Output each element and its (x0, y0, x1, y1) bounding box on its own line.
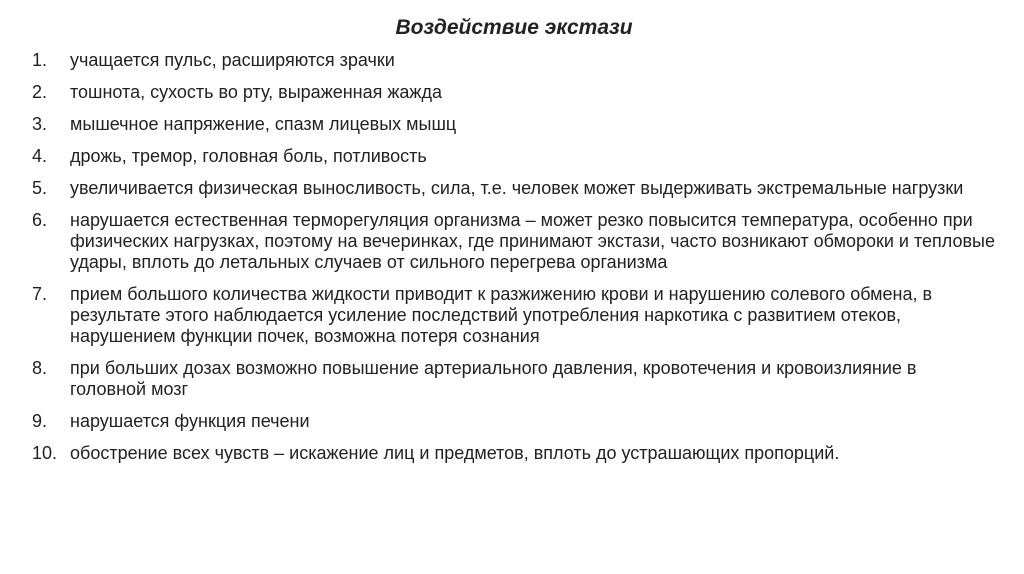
item-number: 4. (32, 146, 48, 166)
list-item (32, 178, 996, 199)
list-item (32, 50, 996, 71)
list-item (32, 443, 996, 464)
item-text: учащается пульс, расширяются зрачки (70, 50, 395, 70)
item-number: 1. (32, 50, 48, 70)
item-text: обострение всех чувств – искажение лиц и предметов, вплоть до устрашающих пропорций. (70, 443, 840, 463)
item-text: тошнота, сухость во рту, выраженная жажда (70, 82, 442, 102)
item-text: прием большого количества жидкости приводит к разжижению крови и нарушению солевого обмена, в результате этого наблюдается усиление последствий употребления наркотика с развитием отеков, нарушением функции почек, возможна потеря сознания (70, 284, 933, 346)
item-number: 3. (32, 114, 48, 134)
slide-title: Воздействие экстази (395, 16, 633, 39)
item-number: 5. (32, 178, 48, 198)
list-item (32, 82, 996, 103)
item-text: мышечное напряжение, спазм лицевых мышц (70, 114, 457, 134)
list-item (32, 114, 996, 135)
effects-list (32, 50, 996, 464)
item-text: нарушается функция печени (70, 411, 310, 431)
item-number: 7. (32, 284, 48, 304)
list-item (32, 358, 996, 400)
item-number: 2. (32, 82, 48, 102)
item-number: 6. (32, 210, 48, 230)
item-text: дрожь, тремор, головная боль, потливость (70, 146, 427, 166)
item-text: увеличивается физическая выносливость, сила, т.е. человек может выдерживать экстремальные нагрузки (70, 178, 964, 198)
list-item (32, 411, 996, 432)
list-item (32, 210, 996, 273)
item-number: 10. (32, 443, 58, 463)
list-item (32, 146, 996, 167)
item-number: 9. (32, 411, 48, 431)
list-item (32, 284, 996, 347)
item-number: 8. (32, 358, 48, 378)
item-text: при больших дозах возможно повышение артериального давления, кровотечения и кровоизлияние в головной мозг (70, 358, 917, 399)
item-text: нарушается естественная терморегуляция организма – может резко повысится температура, особенно при физических нагрузках, поэтому на вечеринках, где принимают экстази, часто возникают обмороки и тепловые удары, вплоть до летальных случаев от сильного перегрева организма (70, 210, 996, 272)
